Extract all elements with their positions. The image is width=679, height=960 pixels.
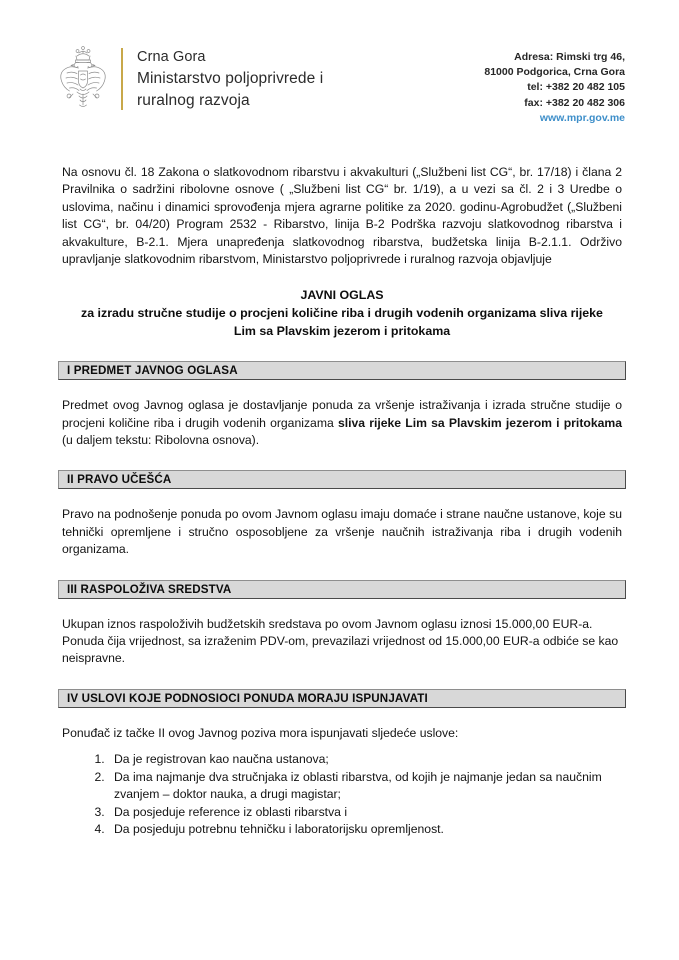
intro-paragraph: Na osnovu čl. 18 Zakona o slatkovodnom ribarstvu i akvakulturi („Službeni list CG“, br. 17/18) i člana 2 Pravilnika o sadržini ribolovne osnove ( „Službeni list CG“ br. 1/19), a u vezi sa čl. 2 i 3 Uredbe o uslovima, načinu i dinamici sprovođenja mjera agrarne politike za 2020. godinu-Agrobudžet („Službeni list CG“, br. 04/20) Program 2532 - Ribarstvo, linija B-2 Podrška razvoju slatkovodnog ribarstva i akvakulture, B-2.1. Mjera unapređenja slatkovodnog ribarstva, budžetska linija B-2.1.1. Održivo upravljanje slatkovodnim ribarstvom, Ministarstvo poljoprivrede i ruralnog razvoja objavljuje (62, 165, 622, 267)
brand-text (137, 46, 323, 112)
section-predmet-text (62, 397, 622, 449)
spacer (62, 340, 622, 361)
brand-divider (121, 48, 123, 110)
section-pravo-ucesca-text: Pravo na podnošenje ponuda po ovom Javnom oglasu imaju domaće i strane naučne ustanove, koje su tehnički opremljene i stručno osposobljene za vršenje naučnih istraživanja riba i drugih vodenih organizama. (62, 507, 622, 557)
section-header-label: I PREDMET JAVNOG OGLASA (67, 364, 238, 378)
predmet-text-part-2: (u daljem tekstu: Ribolovna osnova). (62, 433, 260, 448)
spacer (62, 268, 622, 287)
section-header-label: II PRAVO UČEŠĆA (67, 473, 172, 487)
fax: fax: +382 20 482 306 (524, 96, 625, 109)
list-item: 4. Da posjeduju potrebnu tehničku i laboratorijsku opremljenost. (108, 821, 622, 838)
section-header-uslovi (58, 689, 626, 708)
sredstva-paragraph-1: Ukupan iznos raspoloživih budžetskih sredstava po ovom Javnom oglasu iznosi 15.000,00 EUR-a. (62, 616, 593, 631)
contact-block (484, 46, 625, 126)
list-item: 1. Da je registrovan kao naučna ustanova; (108, 751, 622, 768)
sredstva-paragraph-2: Ponuda čija vrijednost, sa izraženim PDV-om, prevazilazi vrijednost od 15.000,00 EUR-a odbiće se kao neispravne. (62, 634, 619, 666)
letterhead (0, 0, 679, 126)
spacer (62, 708, 622, 725)
section-header-predmet (58, 361, 626, 380)
website-link[interactable]: www.mpr.gov.me (539, 111, 625, 124)
predmet-text-bold: sliva rijeke Lim sa Plavskim jezerom i pritokama (337, 415, 622, 430)
country-name: Crna Gora (137, 49, 206, 65)
ministry-name-line-1: Ministarstvo poljoprivrede i (137, 70, 324, 87)
announcement-title-line-3: Lim sa Plavskim jezerom i pritokama (233, 323, 451, 338)
address-line-2: 81000 Podgorica, Crna Gora (484, 66, 625, 79)
announcement-title-line-2: za izradu stručne studije o procjeni količine riba i drugih vodenih organizama sliva rijeke (81, 306, 603, 321)
spacer (62, 489, 622, 506)
document-body (0, 126, 679, 838)
address-line-1: Adresa: Rimski trg 46, (514, 51, 625, 63)
list-item: 2. Da ima najmanje dva stručnjaka iz oblasti ribarstva, od kojih je najmanje jedan sa naučnim zvanjem – doktor nauka, a drugi magistar; (108, 769, 622, 804)
spacer (62, 559, 622, 580)
announcement-title (62, 287, 622, 340)
spacer (62, 380, 622, 397)
announcement-title-line-1: JAVNI OGLAS (300, 288, 384, 303)
section-header-label: IV USLOVI KOJE PODNOSIOCI PONUDA MORAJU ISPUNJAVATI (67, 691, 428, 705)
conditions-list (62, 751, 622, 838)
montenegro-coat-of-arms-icon (57, 46, 109, 114)
list-item: 3. Da posjeduje reference iz oblasti ribarstva i (108, 804, 622, 821)
spacer (62, 599, 622, 616)
spacer (62, 126, 622, 164)
ministry-name-line-2: ruralnog razvoja (137, 92, 250, 109)
spacer (62, 449, 622, 470)
uslovi-lead-text: Ponuđač iz tačke II ovog Javnog poziva mora ispunjavati sljedeće uslove: (62, 725, 459, 740)
section-header-label: III RASPOLOŽIVA SREDSTVA (67, 582, 232, 596)
telephone: tel: +382 20 482 105 (527, 81, 625, 94)
predmet-text-part-1: Predmet ovog Javnog oglasa je dostavljanje ponuda za vršenje istraživanja i izrada stručne studije o procjeni količine riba i drugih vodenih organizama (62, 398, 622, 430)
brand-block (57, 46, 323, 114)
spacer (62, 668, 622, 689)
section-header-pravo-ucesca (58, 470, 626, 489)
section-header-raspoloziva-sredstva (58, 580, 626, 599)
